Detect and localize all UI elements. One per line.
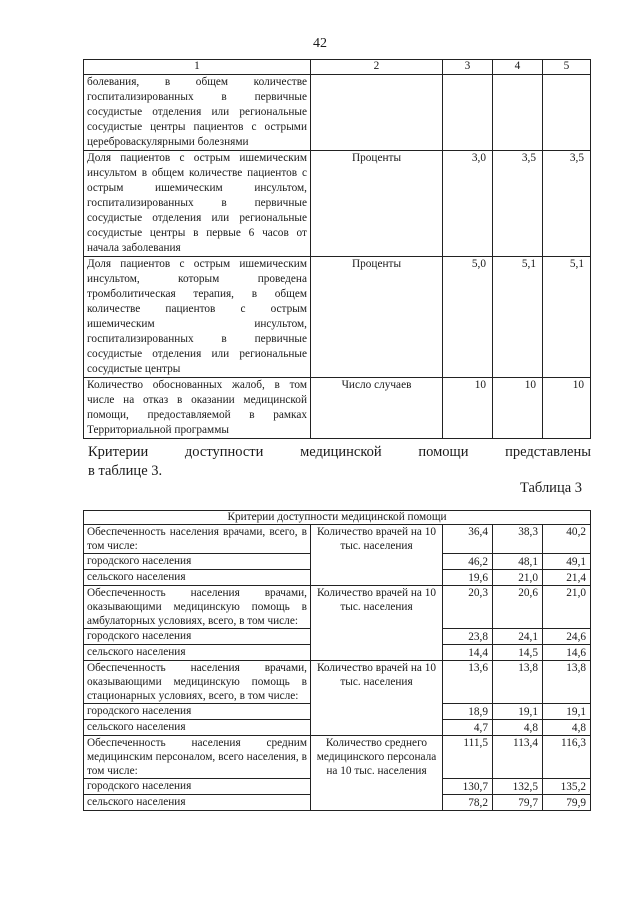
table-title-row — [84, 511, 591, 525]
indicator-table-continued — [83, 59, 591, 439]
value-cell — [493, 75, 543, 151]
value-cell: 14,6 — [543, 645, 591, 661]
indicator-cell: Обеспеченность населения врачами, оказывающими медицинскую помощь в стационарных условиях, всего, в том числе: — [84, 661, 311, 704]
value-cell: 132,5 — [493, 779, 543, 795]
table-row — [84, 257, 591, 378]
value-cell: 111,5 — [443, 736, 493, 779]
value-cell: 36,4 — [443, 525, 493, 554]
table-header-row — [84, 60, 591, 75]
value-cell: 20,6 — [493, 586, 543, 629]
subrow-label: сельского населения — [84, 795, 311, 811]
intro-paragraph — [88, 443, 591, 481]
value-cell: 10 — [493, 378, 543, 439]
value-cell: 24,6 — [543, 629, 591, 645]
value-cell: 5,1 — [543, 257, 591, 378]
value-cell: 38,3 — [493, 525, 543, 554]
subrow-label: городского населения — [84, 629, 311, 645]
value-cell: 49,1 — [543, 554, 591, 570]
subrow-label: сельского населения — [84, 720, 311, 736]
intro-line: Критерии доступности медицинской помощи представлены — [88, 444, 591, 460]
indicator-cell: Обеспеченность населения врачами, всего, в том числе: — [84, 525, 311, 554]
indicator-cell: Обеспеченность населения средним медицинским персоналом, всего населения, в том числе: — [84, 736, 311, 779]
value-cell: 4,8 — [493, 720, 543, 736]
value-cell: 23,8 — [443, 629, 493, 645]
column-number: 1 — [84, 60, 311, 75]
page-number: 42 — [313, 36, 327, 51]
indicator-cell: Доля пациентов с острым ишемическим инсультом, которым проведена тромболитическая терапия, в общем количестве пациентов с острым ишемическим инсультом, госпитализированных в первичные сосудистые отделения или региональные сосудистые центры — [84, 257, 311, 378]
unit-cell — [311, 75, 443, 151]
value-cell: 40,2 — [543, 525, 591, 554]
table-row — [84, 151, 591, 257]
value-cell: 19,1 — [493, 704, 543, 720]
value-cell: 3,5 — [493, 151, 543, 257]
column-number: 3 — [443, 60, 493, 75]
indicator-cell: болевания, в общем количестве госпитализированных в первичные сосудистые отделения или региональные сосудистые центры пациентов с острыми цереброваскулярными болезнями — [84, 75, 311, 151]
value-cell: 13,8 — [543, 661, 591, 704]
value-cell: 14,4 — [443, 645, 493, 661]
value-cell: 3,0 — [443, 151, 493, 257]
value-cell: 5,1 — [493, 257, 543, 378]
value-cell: 79,9 — [543, 795, 591, 811]
value-cell: 4,8 — [543, 720, 591, 736]
column-number: 2 — [311, 60, 443, 75]
table-caption: Таблица 3 — [520, 480, 583, 496]
unit-cell: Проценты — [311, 151, 443, 257]
value-cell: 19,1 — [543, 704, 591, 720]
unit-cell: Количество врачей на 10 тыс. населения — [311, 525, 443, 586]
indicator-cell: Доля пациентов с острым ишемическим инсультом в общем количестве пациентов с острым ишемическим инсультом, госпитализированных в первичные сосудистые отделения или региональные сосудистые центры в первые 6 часов от начала заболевания — [84, 151, 311, 257]
indicator-cell: Обеспеченность населения врачами, оказывающими медицинскую помощь в амбулаторных условиях, всего, в том числе: — [84, 586, 311, 629]
table-row — [84, 75, 591, 151]
column-number: 4 — [493, 60, 543, 75]
value-cell: 13,8 — [493, 661, 543, 704]
accessibility-criteria-table — [83, 510, 591, 811]
value-cell: 46,2 — [443, 554, 493, 570]
table-row — [84, 661, 591, 704]
value-cell: 4,7 — [443, 720, 493, 736]
value-cell: 79,7 — [493, 795, 543, 811]
value-cell: 130,7 — [443, 779, 493, 795]
value-cell — [543, 75, 591, 151]
table-row — [84, 378, 591, 439]
value-cell: 116,3 — [543, 736, 591, 779]
intro-line: в таблице 3. — [88, 463, 163, 479]
value-cell: 13,6 — [443, 661, 493, 704]
value-cell: 3,5 — [543, 151, 591, 257]
value-cell: 24,1 — [493, 629, 543, 645]
unit-cell: Количество врачей на 10 тыс. населения — [311, 586, 443, 661]
value-cell: 10 — [543, 378, 591, 439]
table-row — [84, 586, 591, 629]
table-row — [84, 736, 591, 779]
unit-cell: Проценты — [311, 257, 443, 378]
value-cell: 20,3 — [443, 586, 493, 629]
subrow-label: городского населения — [84, 779, 311, 795]
table-row — [84, 525, 591, 554]
value-cell: 10 — [443, 378, 493, 439]
value-cell — [443, 75, 493, 151]
value-cell: 135,2 — [543, 779, 591, 795]
subrow-label: сельского населения — [84, 645, 311, 661]
subrow-label: городского населения — [84, 554, 311, 570]
value-cell: 5,0 — [443, 257, 493, 378]
value-cell: 14,5 — [493, 645, 543, 661]
column-number: 5 — [543, 60, 591, 75]
subrow-label: городского населения — [84, 704, 311, 720]
unit-cell: Количество врачей на 10 тыс. населения — [311, 661, 443, 736]
subrow-label: сельского населения — [84, 570, 311, 586]
table-title: Критерии доступности медицинской помощи — [84, 511, 591, 525]
value-cell: 21,4 — [543, 570, 591, 586]
value-cell: 18,9 — [443, 704, 493, 720]
indicator-cell: Количество обоснованных жалоб, в том числе на отказ в оказании медицинской помощи, предоставляемой в рамках Территориальной программы — [84, 378, 311, 439]
value-cell: 78,2 — [443, 795, 493, 811]
value-cell: 21,0 — [493, 570, 543, 586]
value-cell: 113,4 — [493, 736, 543, 779]
unit-cell: Число случаев — [311, 378, 443, 439]
unit-cell: Количество среднего медицинского персонала на 10 тыс. населения — [311, 736, 443, 811]
value-cell: 21,0 — [543, 586, 591, 629]
value-cell: 48,1 — [493, 554, 543, 570]
value-cell: 19,6 — [443, 570, 493, 586]
